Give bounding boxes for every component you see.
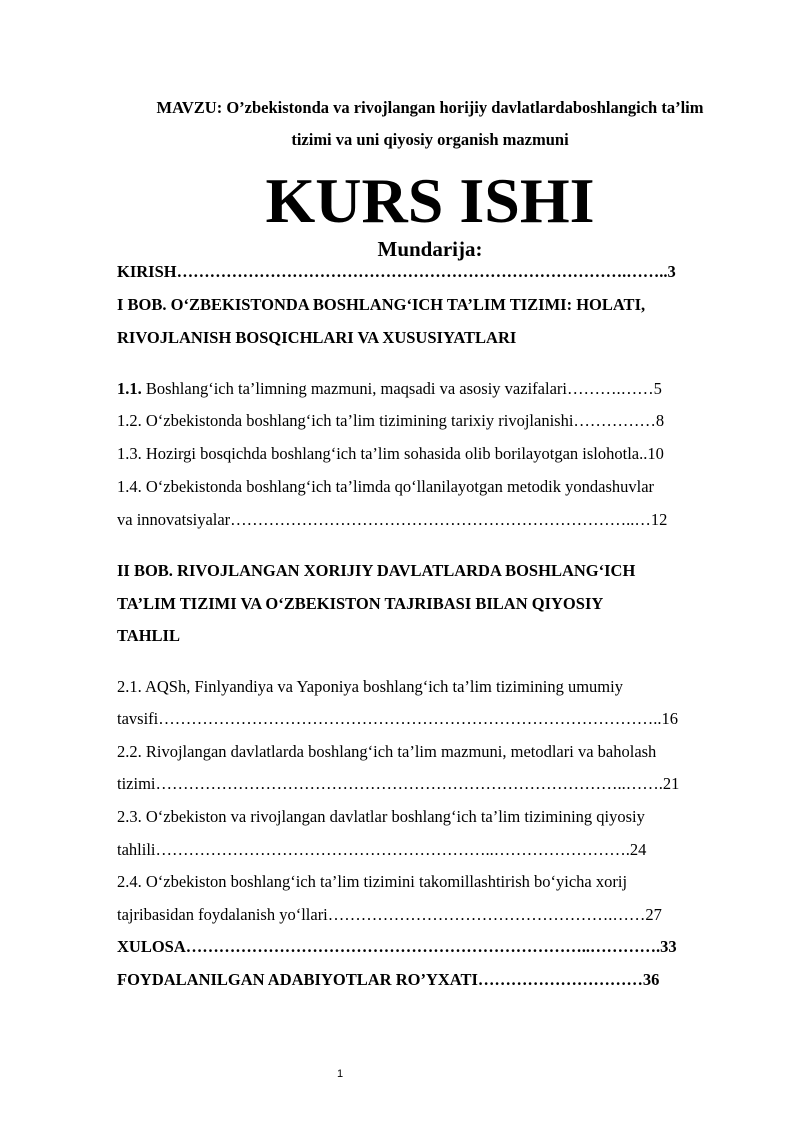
toc-section-1-2: 1.2. O‘zbekistonda boshlang‘ich ta’lim tizimining tarixiy rivojlanishi……………8 xyxy=(117,411,665,430)
toc-section-1-4-line-1: 1.4. O‘zbekistonda boshlang‘ich ta’limda qo‘llanilayotgan metodik yondashuvlar xyxy=(117,477,655,496)
toc-section-1-1-number: 1.1. xyxy=(117,379,142,398)
toc-chapter-1-line-2: RIVOJLANISH BOSQICHLARI VA XUSUSIYATLARI xyxy=(117,328,517,347)
toc-chapter-2-line-3: TAHLIL xyxy=(117,626,180,645)
toc-adabiyotlar: FOYDALANILGAN ADABIYOTLAR RO’YXATI…………………………36 xyxy=(117,970,660,989)
page-number: 1 xyxy=(336,1068,344,1080)
toc-section-1-1-text: Boshlang‘ich ta’limning mazmuni, maqsadi va asosiy vazifalari……….……5 xyxy=(141,379,662,398)
toc-section-2-1-line-1: 2.1. AQSh, Finlyandiya va Yaponiya boshlang‘ich ta’lim tizimining umumiy xyxy=(117,677,623,696)
contents-heading: Mundarija: xyxy=(377,237,483,261)
toc-section-2-2-line-2: tizimi…………………………………………………………………………..…….21 xyxy=(117,774,680,793)
topic-line-2: tizimi va uni qiyosiy organish mazmuni xyxy=(291,130,569,149)
toc-section-1-4-line-2: va innovatsiyalar………………………………………………………………..…12 xyxy=(117,510,668,529)
toc-chapter-1-line-1: I BOB. O‘ZBEKISTONDA BOSHLANG‘ICH TA’LIM TIZIMI: HOLATI, xyxy=(117,295,646,314)
page-title: KURS ISHI xyxy=(265,165,595,236)
toc-section-2-2-line-1: 2.2. Rivojlangan davlatlarda boshlang‘ich ta’lim mazmuni, metodlari va baholash xyxy=(117,742,657,761)
toc-section-2-3-line-2: tahlili……………………………………………………..…………………….24 xyxy=(117,840,647,859)
toc-xulosa: XULOSA………………………………………………………………..………….33 xyxy=(117,937,677,956)
toc-section-2-4-line-1: 2.4. O‘zbekiston boshlang‘ich ta’lim tizimini takomillashtirish bo‘yicha xorij xyxy=(117,872,628,891)
topic-line-1: MAVZU: O’zbekistonda va rivojlangan horijiy davlatlardaboshlangich ta’lim xyxy=(156,98,704,117)
toc-chapter-2-line-1: II BOB. RIVOJLANGAN XORIJIY DAVLATLARDA BOSHLANG‘ICH xyxy=(117,561,636,580)
toc-section-1-3: 1.3. Hozirgi bosqichda boshlang‘ich ta’lim sohasida olib borilayotgan islohotla..10 xyxy=(117,444,664,463)
toc-section-1-1 xyxy=(117,378,662,400)
toc-section-2-1-line-2: tavsifi………………………………………………………………………………..16 xyxy=(117,709,678,728)
toc-section-2-4-line-2: tajribasidan foydalanish yo‘llari…………………………………………….……27 xyxy=(117,905,662,924)
toc-chapter-2-line-2: TA’LIM TIZIMI VA O‘ZBEKISTON TAJRIBASI BILAN QIYOSIY xyxy=(117,594,604,613)
toc-kirish: KIRISH……………………………………………………………………….……..3 xyxy=(117,262,676,281)
toc-section-2-3-line-1: 2.3. O‘zbekiston va rivojlangan davlatlar boshlang‘ich ta’lim tizimining qiyosiy xyxy=(117,807,645,826)
topic-heading xyxy=(115,92,745,156)
